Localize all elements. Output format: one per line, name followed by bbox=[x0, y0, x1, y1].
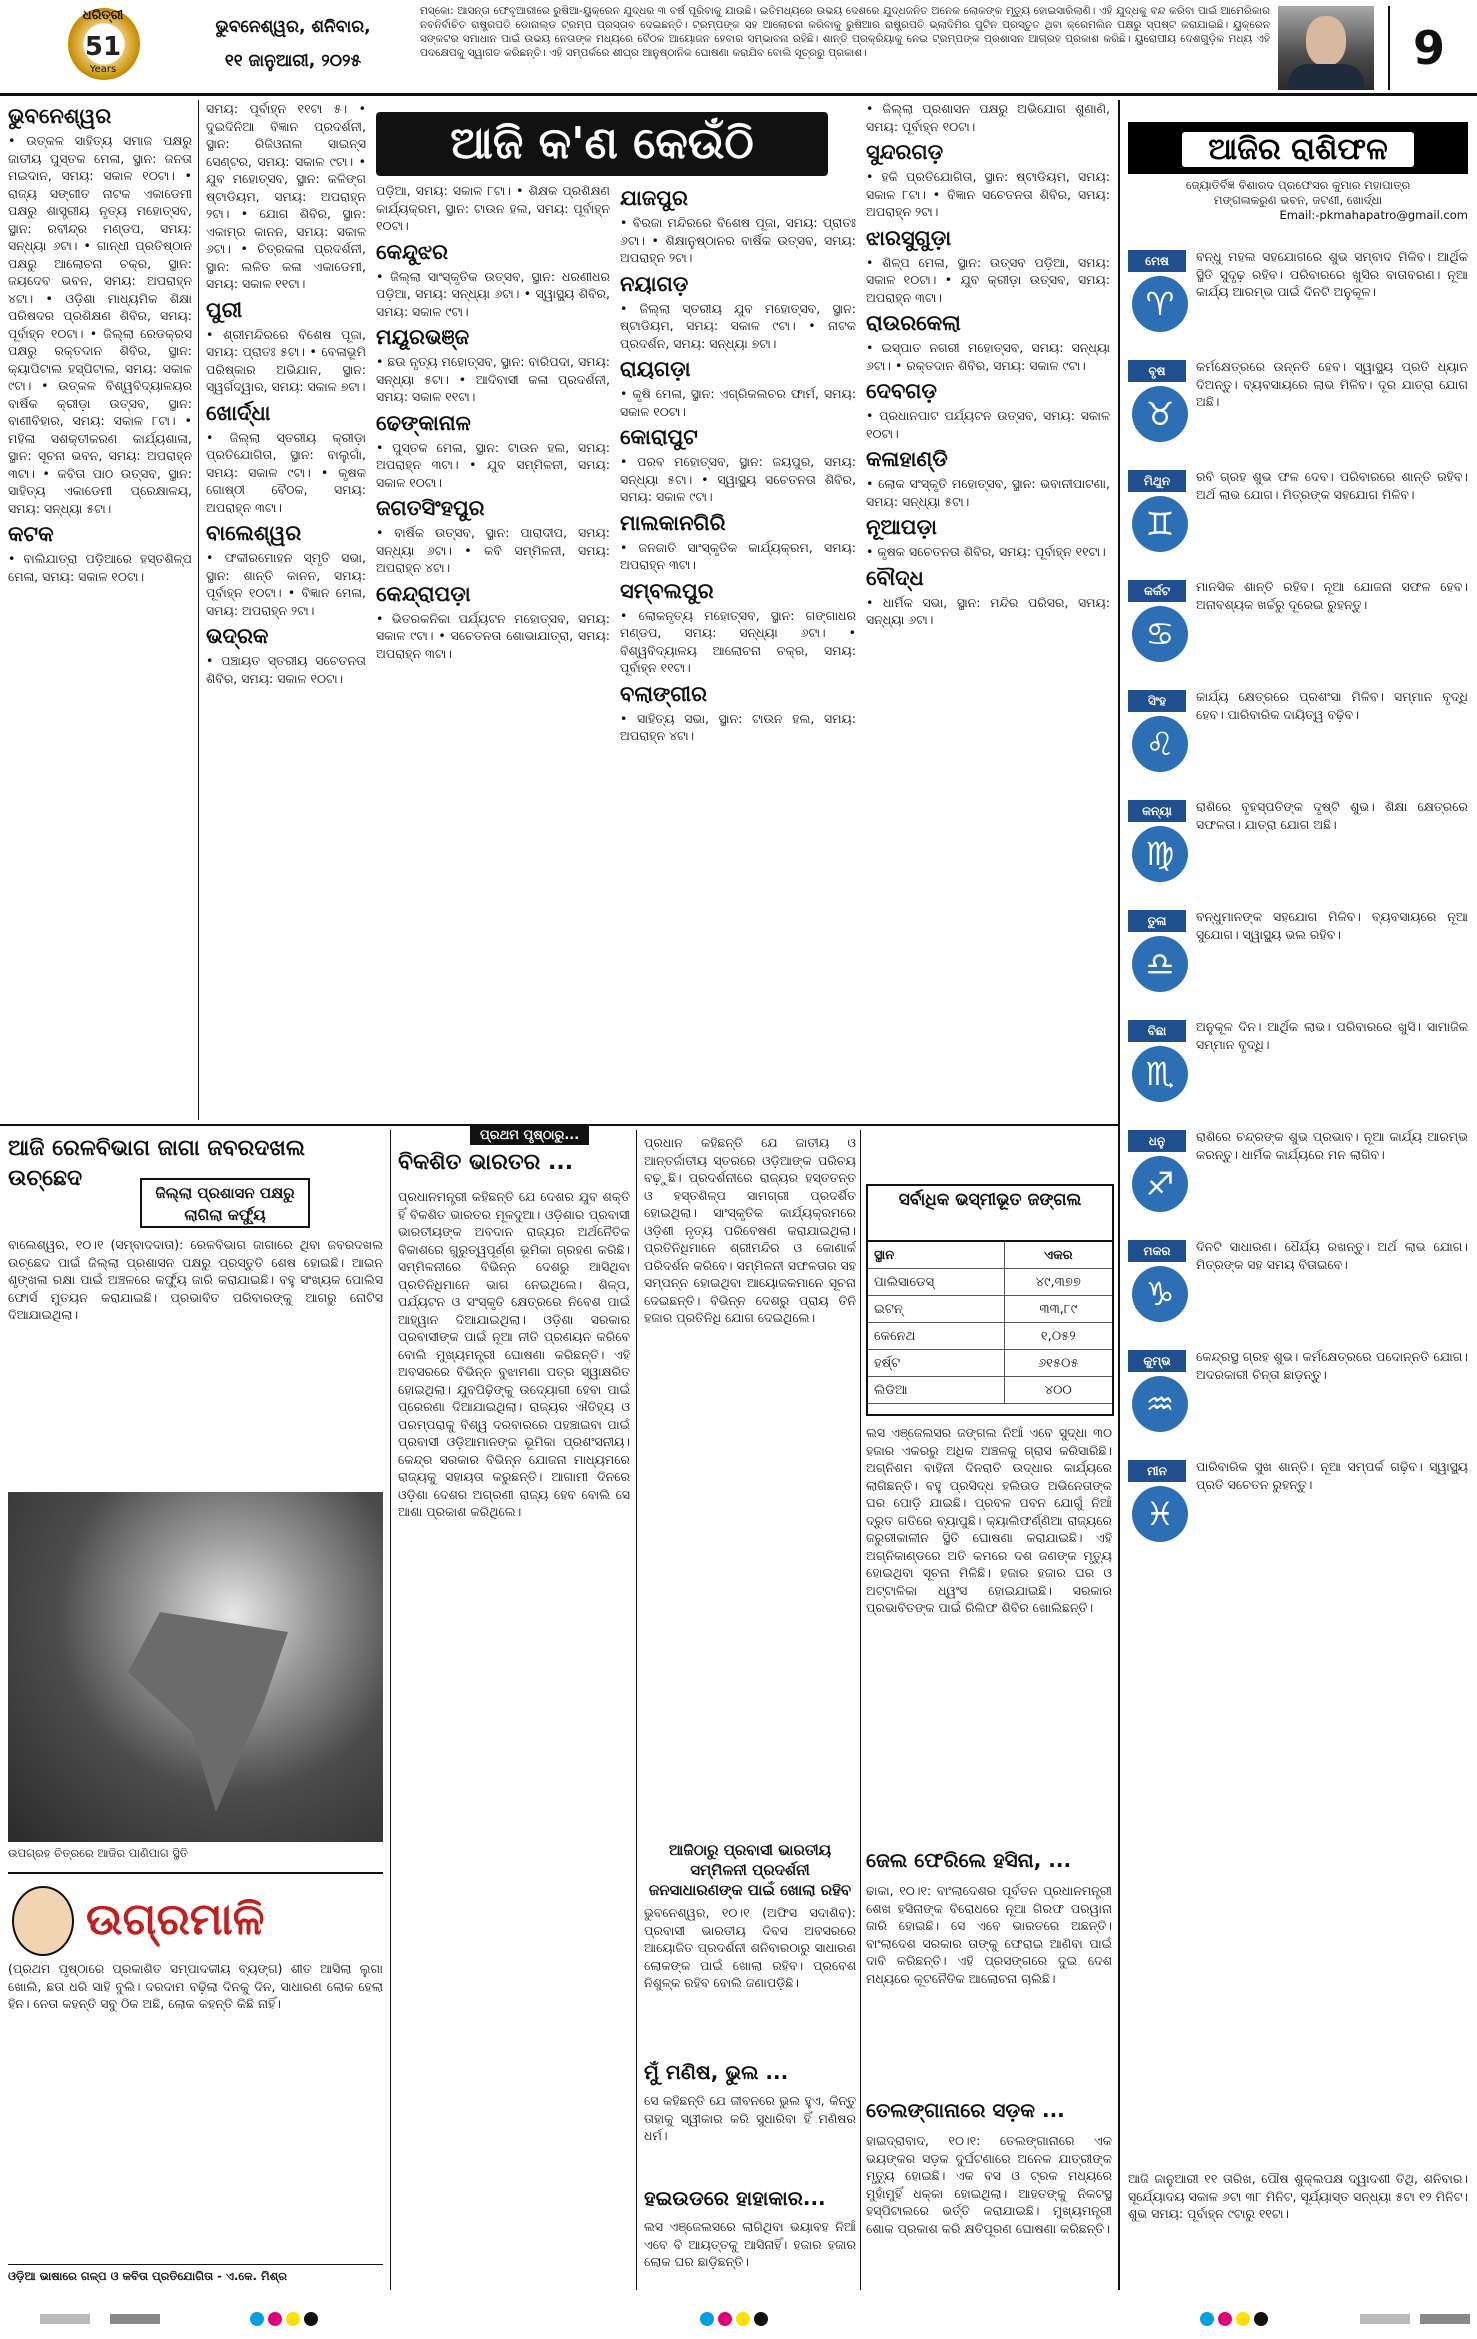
railway-eviction-text: ବାଲେଶ୍ୱର, ୧୦।୧ (ସମ୍ବାଦଦାତା): ରେଳବିଭାଗ ଜାଗାରେ ଥିବା ଜବରଦଖଲ ଉଚ୍ଛେଦ ପାଇଁ ଜିଲ୍ଲା ପ୍ରଶାସନ ପକ୍ଷରୁ ପ୍ରସ୍ତୁତି ଶେଷ ହୋଇଛି। ଆଇନ ଶୃଙ୍ଖଳା ରକ୍ଷା ପାଇଁ ଅଞ୍ଚଳରେ କର୍ଫ୍ୟୁ ଜାରି କରାଯାଇଛି। ବହୁ ସଂଖ୍ୟକ ପୋଲିସ ଫୋର୍ସ ମୁତୟନ କରାଯାଇଛି। ପ୍ରଭାବିତ ପରିବାରଙ୍କୁ ଆଗରୁ ନୋଟିସ ଦିଆଯାଇଥିଲା। bbox=[8, 1237, 383, 1322]
wildfire-text: ଲସ ଏଞ୍ଜେଲସର ଜଙ୍ଗଲ ନିଆଁ ଏବେ ସୁଦ୍ଧା ୩୦ ହଜାର ଏକରରୁ ଅଧିକ ଅଞ୍ଚଳକୁ ଗ୍ରାସ କରିସାରିଛି। ଅଗ୍ନିଶମ ବାହିନୀ ଦିନରାତି ଉଦ୍ଧାର କାର୍ଯ୍ୟରେ ଲାଗିଛନ୍ତି। ବହୁ ପ୍ରସିଦ୍ଧ ହଲିଉଡ ଅଭିନେତାଙ୍କ ଘର ପୋଡ଼ି ଯାଇଛି। ପ୍ରବଳ ପବନ ଯୋଗୁଁ ନିଆଁ ଦ୍ରୁତ ଗତିରେ ବ୍ୟାପୁଛି। କ୍ୟାଲିଫର୍ଣ୍ଣିଆ ରାଜ୍ୟରେ ଜରୁରୀକାଳୀନ ସ୍ଥିତି ଘୋଷଣା କରାଯାଇଛି। ଏହି ଅଗ୍ନିକାଣ୍ଡରେ ଅତି କମରେ ଦଶ ଜଣଙ୍କ ମୃତ୍ୟୁ ହୋଇଥିବା ସୂଚନା ମିଳିଛି। ହଜାର ହଜାର ଘର ଓ ଅଟ୍ଟାଳିକା ଧ୍ୱଂସ ହୋଇଯାଇଛି। ସରକାର ପ୍ରଭାବିତଙ୍କ ପାଇଁ ରିଲିଫ ଶିବିର ଖୋଲିଛନ୍ତି। bbox=[866, 1425, 1112, 1615]
section-divider bbox=[8, 1872, 383, 1874]
section-heading-rayagada: ରାୟଗଡ଼ା bbox=[620, 357, 691, 381]
section-heading-balasore: ବାଲେଶ୍ୱର bbox=[206, 521, 302, 545]
page-title-banner: ଆଜି କ'ଣ କେଉଁଠି bbox=[376, 112, 828, 176]
india-landmass bbox=[128, 1612, 288, 1812]
section-heading-cuttack: କଟକ bbox=[8, 522, 54, 546]
horoscope-sign bbox=[1128, 684, 1468, 792]
events-text-dhenkanal: • ପୁସ୍ତକ ମେଳା, ସ୍ଥାନ: ଟାଉନ ହଲ, ସମୟ: ଅପରାହ୍ନ ୩ଟା। • ଯୁବ ସମ୍ମିଳନୀ, ସମୟ: ସକାଳ ୧୦ଟା। bbox=[376, 439, 610, 490]
sign-prediction: ଅନୁକୂଳ ଦିନ। ଆର୍ଥିକ ଲାଭ। ପରିବାରରେ ଖୁସି। ସାମାଜିକ ସମ୍ମାନ ବୃଦ୍ଧି। bbox=[1196, 1019, 1468, 1052]
events-text-bhadrak: • ପଞ୍ଚାୟତ ସ୍ତରୀୟ ସଚେତନତା ଶିବିର, ସମୟ: ସକାଳ ୧୦ଟା। bbox=[206, 653, 366, 686]
zodiac-icon: ♎ bbox=[1132, 936, 1188, 992]
sign-name: କୁମ୍ଭ bbox=[1128, 1350, 1186, 1372]
section-heading-bhadrak: ଭଦ୍ରକ bbox=[206, 624, 269, 648]
sign-name: ଧନୁ bbox=[1128, 1130, 1186, 1152]
photo-suit bbox=[1288, 64, 1364, 90]
sign-name: ମେଷ bbox=[1128, 250, 1186, 272]
section-heading-sundargarh: ସୁନ୍ଦରଗଡ଼ bbox=[866, 140, 944, 164]
column-divider bbox=[198, 100, 199, 1120]
registration-dot bbox=[736, 2312, 750, 2326]
events-text-nuapada: • କୃଷକ ସଚେତନତା ଶିବିର, ସମୟ: ପୂର୍ବାହ୍ନ ୧୧ଟା। bbox=[866, 544, 1106, 559]
table-cell-place: କେନେଥ bbox=[868, 1323, 1004, 1350]
zodiac-icon: ♏ bbox=[1132, 1046, 1188, 1102]
satellite-weather-image bbox=[8, 1492, 383, 1842]
section-heading-rourkela: ରାଉରକେଲା bbox=[866, 311, 961, 335]
table-row bbox=[868, 1350, 1112, 1377]
events-text-boudh: • ଧାର୍ମିକ ସଭା, ସ୍ଥାନ: ମନ୍ଦିର ପରିସର, ସମୟ: ସନ୍ଧ୍ୟା ୬ଟା। bbox=[866, 594, 1110, 627]
zodiac-icon: ♐ bbox=[1132, 1156, 1188, 1212]
dateline-date: ୧୧ ଜାନୁଆରୀ, ୨୦୨୫ bbox=[224, 51, 362, 71]
exhibition-headline: ଆଜିଠାରୁ ପ୍ରବାସୀ ଭାରତୀୟ ସମ୍ମିଳନୀ ପ୍ରଦର୍ଶନୀ ଜନସାଧାରଣଙ୍କ ପାଇଁ ଖୋଲା ରହିବ bbox=[648, 1841, 852, 1899]
table-header-area: ଏକର bbox=[1004, 1242, 1112, 1269]
horoscope-sign bbox=[1128, 1454, 1468, 1562]
events-text-mayurbhanj: • ଛଉ ନୃତ୍ୟ ମହୋତ୍ସବ, ସ୍ଥାନ: ବାରିପଦା, ସମୟ: ସନ୍ଧ୍ୟା ୫ଟା। • ଆଦିବାସୀ କଳା ପ୍ରଦର୍ଶନୀ, ସମୟ: ସକାଳ ୧୧ଟା। bbox=[376, 354, 610, 404]
table-title: ସର୍ବାଧିକ ଭସ୍ମୀଭୂତ ଜଙ୍ଗଲ bbox=[868, 1186, 1112, 1242]
sign-prediction: କାର୍ଯ୍ୟ କ୍ଷେତ୍ରରେ ପ୍ରଶଂସା ମିଳିବ। ସମ୍ମାନ ବୃଦ୍ଧି ହେବ। ପାରିବାରିକ ଦାୟିତ୍ୱ ବଢ଼ିବ। bbox=[1196, 689, 1468, 722]
astrologer-email: Email:-pkmahapatro@gmail.com bbox=[1279, 208, 1468, 222]
railway-eviction-subhead: ଜିଲ୍ଲା ପ୍ରଶାସନ ପକ୍ଷରୁ ଲାଗିଲା କର୍ଫ୍ୟୁ bbox=[140, 1178, 310, 1228]
satellite-caption: ଉପଗ୍ରହ ଚିତ୍ରରେ ଆଜିର ପାଣିପାଗ ସ୍ଥିତି bbox=[8, 1846, 188, 1860]
sign-name: ମକର bbox=[1128, 1240, 1186, 1262]
sign-name: ବୃଷ bbox=[1128, 360, 1186, 382]
mu-manisha-text: ସେ କହିଛନ୍ତି ଯେ ଜୀବନରେ ଭୁଲ ହୁଏ, କିନ୍ତୁ ତାହାକୁ ସ୍ୱୀକାର କରି ସୁଧାରିବା ହିଁ ମଣିଷର ଧର୍ମ। bbox=[644, 2093, 856, 2143]
section-heading-kendrapara: କେନ୍ଦ୍ରାପଡ଼ା bbox=[376, 581, 471, 606]
table-cell-area: ୬୧୫୦୫ bbox=[1004, 1350, 1112, 1377]
section-heading-bolangir: ବଲାଙ୍ଗୀର bbox=[620, 681, 707, 706]
events-column-1 bbox=[8, 100, 192, 1120]
sign-prediction: ରବି ଗ୍ରହ ଶୁଭ ଫଳ ଦେବ। ପରିବାରରେ ଶାନ୍ତି ରହିବ। ଅର୍ଥ ଲାଭ ଯୋଗ। ମିତ୍ରଙ୍କ ସହଯୋଗ ମିଳିବ। bbox=[1196, 469, 1468, 502]
events-text-col5: • ଜିଲ୍ଲା ପ୍ରଶାସନ ପକ୍ଷରୁ ଅଭିଯୋଗ ଶୁଣାଣି, ସମୟ: ପୂର୍ବାହ୍ନ ୧୦ଟା। bbox=[866, 101, 1110, 134]
column-divider bbox=[860, 1130, 861, 2290]
viksit-bharat-headline: ବିକଶିତ ଭାରତର ... bbox=[398, 1150, 574, 1175]
print-registration-marks bbox=[0, 2300, 1477, 2339]
astrologer-name: ଜ୍ୟୋତିର୍ବିଜ୍ଞ ବିଶାରଦ ପ୍ରଫେସର କୁମାର ମହାପାତ୍ର bbox=[1185, 178, 1411, 192]
ugramali-title: ଉଗ୍ରମାଳି bbox=[86, 1894, 265, 1945]
horoscope-sign bbox=[1128, 244, 1468, 352]
grey-bar-mark bbox=[110, 2314, 160, 2324]
registration-dot bbox=[1200, 2312, 1214, 2326]
table-cell-area: ୪୯,୩୭୭ bbox=[1004, 1269, 1112, 1296]
section-heading-mayurbhanj: ମୟୂରଭଞ୍ଜ bbox=[376, 325, 470, 349]
column-divider bbox=[390, 1130, 391, 2290]
registration-dot bbox=[1236, 2312, 1250, 2326]
dateline bbox=[178, 10, 408, 86]
column-divider bbox=[1118, 100, 1120, 2290]
horoscope-sign bbox=[1128, 354, 1468, 462]
section-heading-boudh: ବୌଦ୍ଧ bbox=[866, 565, 924, 590]
sign-name: କନ୍ୟା bbox=[1128, 800, 1186, 822]
zodiac-icon: ♊ bbox=[1132, 496, 1188, 552]
astrologer-address: ମଙ୍ଗଳାକରୁଣ ଭବନ, ଜଟଣୀ, ଖୋର୍ଦ୍ଧା bbox=[1213, 193, 1383, 207]
hollywood-headline: ହଇଉଡରେ ହାହାକାର... bbox=[644, 2186, 826, 2210]
section-heading-jharsuguda: ଝାରସୁଗୁଡ଼ା bbox=[866, 225, 952, 250]
horoscope-title: ଆଜିର ରାଶିଫଳ bbox=[1182, 132, 1414, 167]
events-text-puri: • ଶ୍ରୀମନ୍ଦିରରେ ବିଶେଷ ପୂଜା, ସମୟ: ପ୍ରାତଃ ୫ଟା। • ବେଳାଭୂମି ପରିଷ୍କାର ଅଭିଯାନ, ସ୍ଥାନ: ସ୍ୱର୍ଗଦ୍ୱାର, ସମୟ: ସକାଳ ୭ଟା। bbox=[206, 326, 366, 394]
masthead bbox=[0, 0, 1477, 96]
zodiac-icon: ♑ bbox=[1132, 1266, 1188, 1322]
sign-prediction: ପାରିବାରିକ ସୁଖ ଶାନ୍ତି। ନୂଆ ସମ୍ପର୍କ ଗଢ଼ିବ। ସ୍ୱାସ୍ଥ୍ୟ ପ୍ରତି ସଚେତନ ରୁହନ୍ତୁ। bbox=[1196, 1459, 1468, 1492]
registration-dot bbox=[286, 2312, 300, 2326]
table-row bbox=[868, 1296, 1112, 1323]
registration-dot bbox=[718, 2312, 732, 2326]
sign-prediction: ବନ୍ଧୁମାନଙ୍କ ସହଯୋଗ ମିଳିବ। ବ୍ୟବସାୟରେ ନୂଆ ସୁଯୋଗ। ସ୍ୱାସ୍ଥ୍ୟ ଭଲ ରହିବ। bbox=[1196, 909, 1468, 942]
table-cell-area: ୪୦୦ bbox=[1004, 1377, 1112, 1404]
events-column-5 bbox=[866, 100, 1110, 1120]
sign-name: ବିଛା bbox=[1128, 1020, 1186, 1042]
column-divider bbox=[636, 1130, 637, 2290]
section-heading-kalahandi: କଳାହାଣ୍ଡି bbox=[866, 447, 948, 471]
horoscope-sign bbox=[1128, 464, 1468, 572]
events-text-khordha: • ଜିଲ୍ଲା ସ୍ତରୀୟ କ୍ରୀଡ଼ା ପ୍ରତିଯୋଗିତା, ସ୍ଥାନ: ବାଲୁଗାଁ, ସମୟ: ସକାଳ ୯ଟା। • କୃଷକ ଗୋଷ୍ଠୀ ବୈଠକ, ସମୟ: ଅପରାହ୍ନ ୩ଟା। bbox=[206, 429, 366, 515]
sign-prediction: ମାନସିକ ଶାନ୍ତି ରହିବ। ନୂଆ ଯୋଜନା ସଫଳ ହେବ। ଅନାବଶ୍ୟକ ଖର୍ଚ୍ଚରୁ ଦୂରେଇ ରୁହନ୍ତୁ। bbox=[1196, 579, 1468, 612]
table-cell-place: ହର୍ଷ୍ଟ bbox=[868, 1350, 1004, 1377]
events-text-keonjhar: • ଜିଲ୍ଲା ସାଂସ୍କୃତିକ ଉତ୍ସବ, ସ୍ଥାନ: ଧରଣୀଧର ପଡ଼ିଆ, ସମୟ: ସନ୍ଧ୍ୟା ୬ଟା। • ସ୍ୱାସ୍ଥ୍ୟ ଶିବିର, ସମୟ: ସକାଳ ୯ଟା। bbox=[376, 268, 610, 319]
viksit-bharat-text: ପ୍ରଧାନମନ୍ତ୍ରୀ କହିଛନ୍ତି ଯେ ଦେଶର ଯୁବ ଶକ୍ତି ହିଁ ବିକଶିତ ଭାରତର ମୂଳଦୁଆ। ଓଡ଼ିଶାର ପ୍ରବାସୀ ଭାରତୀୟଙ୍କ ଅବଦାନ ରାଜ୍ୟର ଅର୍ଥନୈତିକ ବିକାଶରେ ଗୁରୁତ୍ୱପୂର୍ଣ୍ଣ ଭୂମିକା ଗ୍ରହଣ କରିଛି। ସମ୍ମିଳନୀରେ ବିଭିନ୍ନ ଦେଶରୁ ଆସିଥିବା ପ୍ରତିନିଧିମାନେ ଭାଗ ନେଇଥିଲେ। ଶିଳ୍ପ, ପର୍ଯ୍ୟଟନ ଓ ସଂସ୍କୃତି କ୍ଷେତ୍ରରେ ନିବେଶ ପାଇଁ ଆହ୍ୱାନ ଦିଆଯାଇଥିଲା। ଓଡ଼ିଶା ସରକାର ପ୍ରବାସୀଙ୍କ ପାଇଁ ନୂଆ ନୀତି ପ୍ରଣୟନ କରିବେ ବୋଲି ମୁଖ୍ୟମନ୍ତ୍ରୀ ଘୋଷଣା କରିଛନ୍ତି। ଏହି ଅବସରରେ ବିଭିନ୍ନ ବୁଝାମଣା ପତ୍ର ସ୍ୱାକ୍ଷରିତ ହୋଇଥିଲା। ଯୁବପିଢ଼ିଙ୍କୁ ଉଦ୍ୟୋଗୀ ହେବା ପାଇଁ ପ୍ରେରଣା ଦିଆଯାଇଥିଲା। ରାଜ୍ୟର ଐତିହ୍ୟ ଓ ପରମ୍ପରାକୁ ବିଶ୍ୱ ଦରବାରରେ ପହଞ୍ଚାଇବା ପାଇଁ ପ୍ରବାସୀ ଓଡ଼ିଆମାନଙ୍କ ଭୂମିକା ପ୍ରଶଂସନୀୟ। କେନ୍ଦ୍ର ସରକାର ବିଭିନ୍ନ ଯୋଜନା ମାଧ୍ୟମରେ ରାଜ୍ୟକୁ ସହାୟତା କରୁଛନ୍ତି। ଆଗାମୀ ଦିନରେ ଓଡ଼ିଶା ଦେଶର ଅଗ୍ରଣୀ ରାଜ୍ୟ ହେବ ବୋଲି ସେ ଆଶା ପ୍ରକାଶ କରିଥିଲେ। bbox=[398, 1189, 630, 1519]
section-heading-nuapada: ନୂଆପଡ଼ା bbox=[866, 515, 937, 539]
burnt-forest-table bbox=[866, 1184, 1114, 1416]
horoscope-sign bbox=[1128, 904, 1468, 1012]
section-heading-khordha: ଖୋର୍ଦ୍ଧା bbox=[206, 400, 271, 425]
sign-prediction: ବନ୍ଧୁ ମହଲ ସହଯୋଗରେ ଶୁଭ ସମ୍ବାଦ ମିଳିବ। ଆର୍ଥିକ ସ୍ଥିତି ସୁଦୃଢ଼ ରହିବ। ପରିବାରରେ ଖୁସିର ବାତାବରଣ। ନୂଆ କାର୍ଯ୍ୟ ଆରମ୍ଭ ପାଇଁ ଦିନଟି ଅନୁକୂଳ। bbox=[1196, 249, 1468, 299]
col3-continued-text: ପ୍ରଧାନ କହିଛନ୍ତି ଯେ ଜାତୀୟ ଓ ଆନ୍ତର୍ଜାତୀୟ ସ୍ତରରେ ଓଡ଼ିଆଙ୍କ ପରିଚୟ ବଢ଼ୁଛି। ପ୍ରଦର୍ଶନୀରେ ରାଜ୍ୟର ହସ୍ତତନ୍ତ ଓ ହସ୍ତଶିଳ୍ପ ସାମଗ୍ରୀ ପ୍ରଦର୍ଶିତ ହୋଇଥିଲା। ସାଂସ୍କୃତିକ କାର୍ଯ୍ୟକ୍ରମରେ ଓଡ଼ିଶୀ ନୃତ୍ୟ ପରିବେଷଣ କରାଯାଇଥିଲା। ପ୍ରତିନିଧିମାନେ ଶ୍ରୀମନ୍ଦିର ଓ କୋଣାର୍କ ପରିଦର୍ଶନ କରିବେ। ସମ୍ମିଳନୀ ସଫଳତାର ସହ ସମ୍ପନ୍ନ ହୋଇଥିବା ଆୟୋଜକମାନେ ସୂଚନା ଦେଇଛନ୍ତି। ବିଭିନ୍ନ ଦେଶରୁ ପ୍ରାୟ ତିନି ହଜାର ପ୍ରତିନିଧି ଯୋଗ ଦେଇଥିଲେ। bbox=[644, 1135, 856, 1325]
zodiac-icon: ♌ bbox=[1132, 716, 1188, 772]
events-text-nayagarh: • ଜିଲ୍ଲା ସ୍ତରୀୟ ଯୁବ ମହୋତ୍ସବ, ସ୍ଥାନ: ଷ୍ଟାଡିୟମ, ସମୟ: ସକାଳ ୯ଟା। • ନାଟକ ପ୍ରଦର୍ଶନ, ସମୟ: ସନ୍ଧ୍ୟା ୭ଟା। bbox=[620, 300, 856, 351]
sign-prediction: ରାଶିରେ ବୃହସ୍ପତିଙ୍କ ଦୃଷ୍ଟି ଶୁଭ। ଶିକ୍ଷା କ୍ଷେତ୍ରରେ ସଫଳତା। ଯାତ୍ରା ଯୋଗ ଅଛି। bbox=[1196, 799, 1468, 832]
cartoon-face-icon bbox=[12, 1886, 74, 1956]
section-heading-koraput: କୋରାପୁଟ bbox=[620, 425, 698, 449]
events-text-jharsuguda: • ଶିଳ୍ପ ମେଳା, ସ୍ଥାନ: ଉତ୍ସବ ପଡ଼ିଆ, ସମୟ: ସକାଳ ୧୦ଟା। • ଯୁବ କ୍ରୀଡ଼ା ଉତ୍ସବ, ସମୟ: ଅପରାହ୍ନ ୩ଟା। bbox=[866, 254, 1110, 305]
zodiac-icon: ♋ bbox=[1132, 606, 1188, 662]
events-text-col2: ସମୟ: ପୂର୍ବାହ୍ନ ୧୧ଟା ୫। • ଦୁଇଦିନିଆ ବିଜ୍ଞାନ ପ୍ରଦର୍ଶନୀ, ସ୍ଥାନ: ରିଜିଓନାଲ ସାଇନ୍ସ ସେଣ୍ଟର, ସମୟ: ସକାଳ ୯ଟା। • ଯୁବ ମହୋତ୍ସବ, ସ୍ଥାନ: କଳିଙ୍ଗ ଷ୍ଟାଡିୟମ, ସମୟ: ଅପରାହ୍ନ ୨ଟା। • ଯୋଗ ଶିବିର, ସ୍ଥାନ: ଏକାମ୍ର କାନନ, ସମୟ: ସକାଳ ୬ଟା। • ଚିତ୍ରକଳା ପ୍ରଦର୍ଶନୀ, ସ୍ଥାନ: ଲଳିତ କଳା ଏକାଡେମୀ, ସମୟ: ସକାଳ ୧୧ଟା। bbox=[206, 101, 366, 291]
hasina-headline: ଜେଲ ଫେରିଲେ ହସିନା, ... bbox=[866, 1848, 1072, 1872]
grey-bar-mark bbox=[40, 2314, 90, 2324]
events-column-3 bbox=[376, 182, 610, 1122]
telangana-text: ହାଇଦ୍ରାବାଦ, ୧୦।୧: ତେଲଙ୍ଗାନାରେ ଏକ ଭୟଙ୍କର ସଡ଼କ ଦୁର୍ଘଟଣାରେ ଅନେକ ଯାତ୍ରୀଙ୍କ ମୃତ୍ୟୁ ହୋଇଛି। ଏକ ବସ ଓ ଟ୍ରକ ମଧ୍ୟରେ ମୁହାଁମୁହିଁ ଧକ୍କା ହୋଇଥିଲା। ଆହତଙ୍କୁ ନିକଟସ୍ଥ ହସ୍ପିଟାଲରେ ଭର୍ତ୍ତି କରାଯାଇଛି। ମୁଖ୍ୟମନ୍ତ୍ରୀ ଶୋକ ପ୍ରକାଶ କରି କ୍ଷତିପୂରଣ ଘୋଷଣା କରିଛନ୍ତି। bbox=[866, 2133, 1112, 2236]
table-body bbox=[868, 1242, 1112, 1404]
sign-name: ମୀନ bbox=[1128, 1460, 1186, 1482]
section-heading-puri: ପୁରୀ bbox=[206, 297, 243, 322]
events-column-2 bbox=[206, 100, 366, 1120]
grey-bar-mark bbox=[1360, 2314, 1410, 2324]
zodiac-icon: ♍ bbox=[1132, 826, 1188, 882]
grey-bar-mark bbox=[1420, 2314, 1470, 2324]
sign-name: ତୁଳା bbox=[1128, 910, 1186, 932]
events-text-kalahandi: • ଲୋକ ସଂସ୍କୃତି ମହୋତ୍ସବ, ସ୍ଥାନ: ଭବାନୀପାଟଣା, ସମୟ: ସନ୍ଧ୍ୟା ୫ଟା। bbox=[866, 476, 1110, 509]
horoscope-sign bbox=[1128, 1014, 1468, 1122]
events-text-cuttack: • ବାଲିଯାତ୍ରା ପଡ଼ିଆରେ ହସ୍ତଶିଳ୍ପ ମେଳା, ସମୟ: ସକାଳ ୧୦ଟା। bbox=[8, 551, 192, 584]
events-text-koraput: • ପରବ ମହୋତ୍ସବ, ସ୍ଥାନ: ଜୟପୁର, ସମୟ: ସନ୍ଧ୍ୟା ୫ଟା। • ସ୍ୱାସ୍ଥ୍ୟ ସଚେତନତା ଶିବିର, ସମୟ: ସକାଳ ୯ଟା। bbox=[620, 454, 856, 504]
events-text-jajpur: • ବିରଜା ମନ୍ଦିରରେ ବିଶେଷ ପୂଜା, ସମୟ: ପ୍ରାତଃ ୬ଟା। • ଶିକ୍ଷାନୁଷ୍ଠାନର ବାର୍ଷିକ ଉତ୍ସବ, ସମୟ: ଅପରାହ୍ନ ୨ଟା। bbox=[620, 215, 856, 265]
events-text-jagatsinghpur: • ବାର୍ଷିକ ଉତ୍ସବ, ସ୍ଥାନ: ପାରାଦୀପ, ସମୟ: ସନ୍ଧ୍ୟା ୬ଟା। • କବି ସମ୍ମିଳନୀ, ସମୟ: ଅପରାହ୍ନ ୪ଟା। bbox=[376, 525, 610, 575]
photo-face bbox=[1306, 16, 1346, 66]
registration-dot bbox=[1218, 2312, 1232, 2326]
events-text-sundargarh: • ହକି ପ୍ରତିଯୋଗିତା, ସ୍ଥାନ: ଷ୍ଟାଡିୟମ, ସମୟ: ସକାଳ ୮ଟା। • ବିଜ୍ଞାନ ସଚେତନତା ଶିବିର, ସମୟ: ଅପରାହ୍ନ ୨ଟା। bbox=[866, 169, 1110, 219]
horoscope-banner bbox=[1128, 122, 1468, 174]
zodiac-icon: ♒ bbox=[1132, 1376, 1188, 1432]
horoscope-sign bbox=[1128, 1344, 1468, 1452]
section-heading-jagatsinghpur: ଜଗତସିଂହପୁର bbox=[376, 496, 485, 520]
zodiac-icon: ♉ bbox=[1132, 386, 1188, 442]
sign-prediction: ଦିନଟି ସାଧାରଣ। ଧୈର୍ଯ୍ୟ ରଖନ୍ତୁ। ଅର୍ଥ ଲାଭ ଯୋଗ। ମିତ୍ରଙ୍କ ସହ ସମୟ ବିତାଇବେ। bbox=[1196, 1239, 1468, 1272]
registration-dot bbox=[754, 2312, 768, 2326]
table-row bbox=[868, 1377, 1112, 1404]
horoscope-sign bbox=[1128, 794, 1468, 902]
mu-manisha-headline: ମୁଁ ମଣିଷ, ଭୁଲ ... bbox=[644, 2060, 789, 2084]
events-text-kendrapara: • ଭିତରକନିକା ପର୍ଯ୍ୟଟନ ମହୋତ୍ସବ, ସମୟ: ସକାଳ ୯ଟା। • ସଚେତନତା ଶୋଭାଯାତ୍ରା, ସମୟ: ଅପରାହ୍ନ ୩ଟା। bbox=[376, 610, 610, 661]
ugramali-footer: ଓଡ଼ିଆ ଭାଷାରେ ଗଳ୍ପ ଓ କବିତା ପ୍ରତିଯୋଗିତା - ଏ.କେ. ମିଶ୍ର bbox=[8, 2264, 383, 2288]
table-row bbox=[868, 1323, 1112, 1350]
table-header-place: ସ୍ଥାନ bbox=[868, 1242, 1004, 1269]
hasina-text: ଢାକା, ୧୦।୧: ବାଂଲାଦେଶର ପୂର୍ବତନ ପ୍ରଧାନମନ୍ତ୍ରୀ ଶେଖ ହସିନାଙ୍କ ବିରୋଧରେ ନୂଆ ଗିରଫ ପରୱାନା ଜାରି ହୋଇଛି। ସେ ଏବେ ଭାରତରେ ଅଛନ୍ତି। ବାଂଲାଦେଶ ସରକାର ତାଙ୍କୁ ଫେରାଇ ଆଣିବା ପାଇଁ ଦାବି କରିଛନ୍ତି। ଏହି ପ୍ରସଙ୍ଗରେ ଦୁଇ ଦେଶ ମଧ୍ୟରେ କୂଟନୈତିକ ଆଲୋଚନା ଚାଲିଛି। bbox=[866, 1883, 1112, 1986]
events-text-bolangir: • ସାହିତ୍ୟ ସଭା, ସ୍ଥାନ: ଟାଉନ ହଲ, ସମୟ: ଅପରାହ୍ନ ୪ଟା। bbox=[620, 710, 856, 743]
sign-prediction: କେନ୍ଦ୍ରସ୍ଥ ଗ୍ରହ ଶୁଭ। କର୍ମକ୍ଷେତ୍ରରେ ପଦୋନ୍ନତି ଯୋଗ। ଅଦରକାରୀ ଚିନ୍ତା ଛାଡ଼ନ୍ତୁ। bbox=[1196, 1349, 1468, 1382]
zodiac-icon: ♓ bbox=[1132, 1486, 1188, 1542]
telangana-headline: ତେଲଙ୍ଗାନାରେ ସଡ଼କ ... bbox=[866, 2098, 1065, 2122]
news-photo bbox=[1278, 6, 1374, 90]
hollywood-text: ଲସ ଏଞ୍ଜେଲସରେ ଲାଗିଥିବା ଭୟାବହ ନିଆଁ ଏବେ ବି ଆୟତ୍ତକୁ ଆସିନାହିଁ। ହଜାର ହଜାର ଲୋକ ଘର ଛାଡ଼ିଛନ୍ତି। bbox=[644, 2219, 856, 2269]
table-row bbox=[868, 1269, 1112, 1296]
sign-name: ମିଥୁନ bbox=[1128, 470, 1186, 492]
table-cell-area: ୧,୦୫୨ bbox=[1004, 1323, 1112, 1350]
sign-prediction: କର୍ମକ୍ଷେତ୍ରରେ ଉନ୍ନତି ହେବ। ସ୍ୱାସ୍ଥ୍ୟ ପ୍ରତି ଧ୍ୟାନ ଦିଅନ୍ତୁ। ବ୍ୟବସାୟରେ ଲାଭ ମିଳିବ। ଦୂର ଯାତ୍ରା ଯୋଗ ଅଛି। bbox=[1196, 359, 1468, 409]
section-heading-bhubaneswar: ଭୁବନେଶ୍ୱର bbox=[8, 104, 112, 128]
table-cell-place: ଇଟନ୍ bbox=[868, 1296, 1004, 1323]
horoscope-sign bbox=[1128, 1124, 1468, 1232]
table-cell-place: ପାଲିସାଡେସ୍ bbox=[868, 1269, 1004, 1296]
horoscope-sign bbox=[1128, 1234, 1468, 1342]
zodiac-icon: ♈ bbox=[1132, 276, 1188, 332]
events-text-deogarh: • ପ୍ରଧାନପାଟ ପର୍ଯ୍ୟଟନ ଉତ୍ସବ, ସମୟ: ସକାଳ ୧୦ଟା। bbox=[866, 408, 1110, 441]
events-text-bhubaneswar: • ଉତ୍କଳ ସାହିତ୍ୟ ସମାଜ ପକ୍ଷରୁ ଜାତୀୟ ପୁସ୍ତକ ମେଳା, ସ୍ଥାନ: ଜନତା ମଇଦାନ, ସମୟ: ସକାଳ ୧୦ଟା। • ରାଜ୍ୟ ସଙ୍ଗୀତ ନାଟକ ଏକାଡେମୀ ପକ୍ଷରୁ ଶାସ୍ତ୍ରୀୟ ନୃତ୍ୟ ମହୋତ୍ସବ, ସ୍ଥାନ: ରବୀନ୍ଦ୍ର ମଣ୍ଡପ, ସମୟ: ସନ୍ଧ୍ୟା ୬ଟା। • ଗାନ୍ଧୀ ପ୍ରତିଷ୍ଠାନ ପକ୍ଷରୁ ଆଲୋଚନା ଚକ୍ର, ସ୍ଥାନ: ଜୟଦେବ ଭବନ, ସମୟ: ଅପରାହ୍ନ ୪ଟା। • ଓଡ଼ିଶା ମାଧ୍ୟମିକ ଶିକ୍ଷା ପରିଷଦର ପ୍ରଶିକ୍ଷଣ ଶିବିର, ସମୟ: ପୂର୍ବାହ୍ନ ୧୦ଟା। • ଜିଲ୍ଲା ରେଡକ୍ରସ ପକ୍ଷରୁ ରକ୍ତଦାନ ଶିବିର, ସ୍ଥାନ: କ୍ୟାପିଟାଲ ହସ୍ପିଟାଲ, ସମୟ: ସକାଳ ୯ଟା। • ଉତ୍କଳ ବିଶ୍ୱବିଦ୍ୟାଳୟର ବାର୍ଷିକ କ୍ରୀଡ଼ା ଉତ୍ସବ, ସ୍ଥାନ: ବାଣୀବିହାର, ସମୟ: ସକାଳ ୮ଟା। • ମହିଳା ସଶକ୍ତୀକରଣ କାର୍ଯ୍ୟଶାଳା, ସ୍ଥାନ: ସୂଚନା ଭବନ, ସମୟ: ଅପରାହ୍ନ ୩ଟା। • କବିତା ପାଠ ଉତ୍ସବ, ସ୍ଥାନ: ସାହିତ୍ୟ ଏକାଡେମୀ ପ୍ରେକ୍ଷାଳୟ, ସମୟ: ସନ୍ଧ୍ୟା ୫ଟା। bbox=[8, 133, 192, 516]
section-heading-dhenkanal: ଢେଙ୍କାନାଳ bbox=[376, 410, 471, 435]
logo-text: ଧରିତ୍ରୀ bbox=[82, 8, 124, 23]
section-heading-sambalpur: ସମ୍ବଲପୁର bbox=[620, 578, 714, 603]
registration-dot bbox=[700, 2312, 714, 2326]
ugramali-text: (ପ୍ରଥମ ପୃଷ୍ଠାରେ ପ୍ରକାଶିତ ସମ୍ପାଦକୀୟ ବ୍ୟଙ୍ଗ) ଶୀତ ଆସିଲା ଲୁଗା ଖୋଲି, ଛତା ଧରି ସାହି ବୁଲି। ଦରଦାମ ବଢ଼ିଲା ଦିନକୁ ଦିନ, ସାଧାରଣ ଲୋକ ହେଲା ହିନ। ନେତା କହନ୍ତି ସବୁ ଠିକ ଅଛି, ଲୋକ କହନ୍ତି କିଛି ନାହିଁ। bbox=[8, 1961, 383, 2011]
exhibition-text: ଭୁବନେଶ୍ୱର, ୧୦।୧ (ଅଫିସ ସଦାଶିବ): ପ୍ରବାସୀ ଭାରତୀୟ ଦିବସ ଅବସରରେ ଆୟୋଜିତ ପ୍ରଦର୍ଶନୀ ଶନିବାରଠାରୁ ସାଧାରଣ ଲୋକଙ୍କ ପାଇଁ ଖୋଲା ରହିବ। ପ୍ରବେଶ ନିଶୁଳ୍କ ରହିବ ବୋଲି ଜଣାପଡ଼ିଛି। bbox=[644, 1905, 856, 1990]
table-cell-area: ୩୩,୮୯ bbox=[1004, 1296, 1112, 1323]
events-text-rourkela: • ଇସ୍ପାତ ନଗରୀ ମହୋତ୍ସବ, ସମୟ: ସନ୍ଧ୍ୟା ୬ଟା। • ରକ୍ତଦାନ ଶିବିର, ସମୟ: ସକାଳ ୯ଟା। bbox=[866, 340, 1110, 373]
events-text-sambalpur: • ଲୋକନୃତ୍ୟ ମହୋତ୍ସବ, ସ୍ଥାନ: ଗଙ୍ଗାଧର ମଣ୍ଡପ, ସମୟ: ସନ୍ଧ୍ୟା ୬ଟା। • ବିଶ୍ୱବିଦ୍ୟାଳୟ ଆଲୋଚନା ଚକ୍ର, ସମୟ: ପୂର୍ବାହ୍ନ ୧୧ଟା। bbox=[620, 607, 856, 675]
continued-tag bbox=[470, 1124, 630, 1148]
registration-dot bbox=[1254, 2312, 1268, 2326]
registration-dot bbox=[250, 2312, 264, 2326]
events-text-malkangiri: • ଜନଜାତି ସାଂସ୍କୃତିକ କାର୍ଯ୍ୟକ୍ରମ, ସମୟ: ଅପରାହ୍ନ ୩ଟା। bbox=[620, 539, 856, 572]
events-text-rayagada: • କୃଷି ମେଳା, ସ୍ଥାନ: ଏଗ୍ରିକଲଚର ଫାର୍ମ, ସମୟ: ସକାଳ ୧୦ଟା। bbox=[620, 386, 856, 419]
dateline-place-day: ଭୁବନେଶ୍ୱର, ଶନିବାର, bbox=[215, 17, 371, 37]
ugramali-header bbox=[8, 1882, 383, 1956]
section-heading-keonjhar: କେନ୍ଦୁଝର bbox=[376, 239, 449, 264]
sign-name: କର୍କଟ bbox=[1128, 580, 1186, 602]
horoscope-astrologer-info bbox=[1128, 178, 1468, 240]
events-text-balasore: • ଫକୀରମୋହନ ସ୍ମୃତି ସଭା, ସ୍ଥାନ: ଶାନ୍ତି କାନନ, ସମୟ: ପୂର୍ବାହ୍ନ ୧୦ଟା। • ବିଜ୍ଞାନ ମେଳା, ସମୟ: ଅପରାହ୍ନ ୨ଟା। bbox=[206, 550, 366, 618]
table-cell-place: ଲିଡିଆ bbox=[868, 1377, 1004, 1404]
registration-dot bbox=[268, 2312, 282, 2326]
continued-tag-label: ପ୍ରଥମ ପୃଷ୍ଠାରୁ... bbox=[470, 1126, 589, 1145]
section-heading-deogarh: ଦେବଗଡ଼ bbox=[866, 379, 937, 403]
horoscope-sign bbox=[1128, 574, 1468, 682]
events-text-col3: ପଡ଼ିଆ, ସମୟ: ସକାଳ ୮ଟା। • ଶିକ୍ଷକ ପ୍ରଶିକ୍ଷଣ କାର୍ଯ୍ୟକ୍ରମ, ସ୍ଥାନ: ଟାଉନ ହଲ, ସମୟ: ପୂର୍ବାହ୍ନ ୧୦ଟା। bbox=[376, 183, 610, 233]
table-header-row bbox=[868, 1242, 1112, 1269]
anniversary-logo bbox=[38, 6, 168, 86]
page-number: 9 bbox=[1388, 6, 1468, 90]
top-news-strip: ମସ୍କୋ: ଆସନ୍ତା ଫେବୃଆରୀରେ ରୁଷିଆ-ୟୁକ୍ରେନ ଯୁଦ୍ଧର ୩ ବର୍ଷ ପୂରିବାକୁ ଯାଉଛି। ଇତିମଧ୍ୟରେ ଉଭୟ ଦେଶରେ ଯୁଦ୍ଧଜନିତ ଅନେକ ଲୋକଙ୍କ ମୃତ୍ୟୁ ହୋଇସାରିଲାଣି। ଏହି ଯୁଦ୍ଧକୁ ବନ୍ଦ କରିବା ପାଇଁ ଆମେରିକାର ନବନିର୍ବାଚିତ ରାଷ୍ଟ୍ରପତି ଡୋନାଲ୍ଡ ଟ୍ରମ୍ପ ପ୍ରସ୍ତାବ ଦେଇଛନ୍ତି। ଟ୍ରମ୍ପଙ୍କ ସହ ଆଲୋଚନା କରିବାକୁ ରୁଷିଆର ରାଷ୍ଟ୍ରପତି ଭ୍ଲାଦିମିର ପୁଟିନ ପ୍ରସ୍ତୁତ ଥିବା କ୍ରେମଲିନ ପକ୍ଷରୁ ସ୍ପଷ୍ଟ କରାଯାଇଛି। ୟୁକ୍ରେନ ସଙ୍କଟର ସମାଧାନ ପାଇଁ ଉଭୟ ନେତାଙ୍କ ମଧ୍ୟରେ ବୈଠକ ଆୟୋଜନ ହେବାର ସମ୍ଭାବନା ରହିଛି। ଶାନ୍ତି ପ୍ରକ୍ରିୟାକୁ ନେଇ ଟ୍ରମ୍ପଙ୍କ ପ୍ରଶାସନ ଆଗ୍ରହ ପ୍ରକାଶ କରିଛି। ୟୁରୋପୀୟ ଦେଶଗୁଡ଼ିକ ମଧ୍ୟ ଏହି ପଦକ୍ଷେପକୁ ସ୍ୱାଗତ କରିଛନ୍ତି। ଏହି ସମ୍ପର୍କରେ ଶୀଘ୍ର ଆନୁଷ୍ଠାନିକ ଘୋଷଣା କରାଯିବ ବୋଲି ସୂତ୍ରରୁ ପ୍ରକାଶ। bbox=[420, 5, 1270, 59]
section-heading-nayagarh: ନୟାଗଡ଼ bbox=[620, 271, 689, 296]
years-number: 51 bbox=[84, 32, 122, 62]
years-label: Years bbox=[89, 64, 117, 75]
railway-eviction-headline: ଆଜି ରେଳବିଭାଗ ଜାଗା ଜବରଦଖଲ ଉଚ୍ଛେଦ bbox=[8, 1136, 306, 1191]
sign-prediction: ରାଶିରେ ଚନ୍ଦ୍ରଙ୍କ ଶୁଭ ପ୍ରଭାବ। ନୂଆ କାର୍ଯ୍ୟ ଆରମ୍ଭ କରନ୍ତୁ। ଧାର୍ମିକ କାର୍ଯ୍ୟରେ ମନ ଲାଗିବ। bbox=[1196, 1129, 1468, 1162]
section-heading-jajpur: ଯାଜପୁର bbox=[620, 186, 688, 210]
registration-dot bbox=[304, 2312, 318, 2326]
section-heading-malkangiri: ମାଲକାନଗିରି bbox=[620, 510, 726, 535]
panjika-text: ଆଜି ଜାନୁଆରୀ ୧୧ ତାରିଖ, ପୌଷ ଶୁକ୍ଲପକ୍ଷ ଦ୍ୱାଦଶୀ ତିଥି, ଶନିବାର। ସୂର୍ଯ୍ୟୋଦୟ ସକାଳ ୬ଟା ୩୮ ମିନିଟ, ସୂର୍ଯ୍ୟାସ୍ତ ସନ୍ଧ୍ୟା ୫ଟା ୧୨ ମିନିଟ। ଶୁଭ ସମୟ: ପୂର୍ବାହ୍ନ ୯ଟାରୁ ୧୧ଟା। bbox=[1128, 2171, 1468, 2221]
sign-name: ସିଂହ bbox=[1128, 690, 1186, 712]
events-column-4 bbox=[620, 182, 856, 1122]
